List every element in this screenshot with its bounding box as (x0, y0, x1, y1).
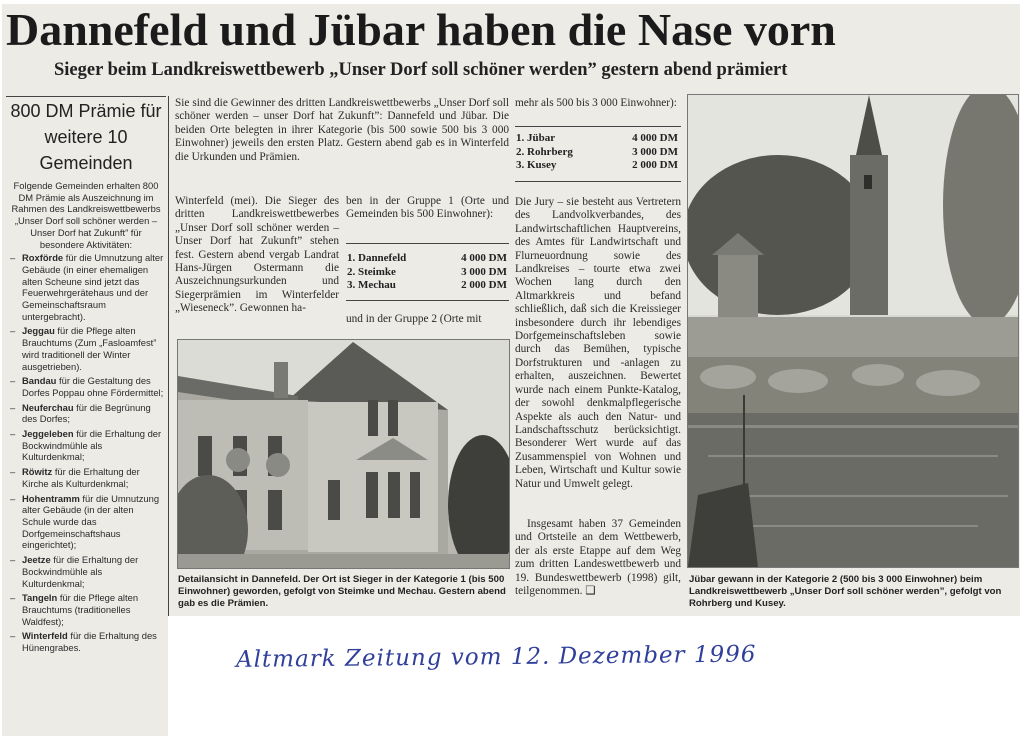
ranking-place (516, 132, 555, 146)
sidebar-item-name: Bandau (22, 375, 57, 387)
ranking-place (516, 146, 573, 160)
ranking-prize: 4 000 DM (632, 132, 678, 144)
caption-dannefeld: Detailansicht in Dannefeld. Der Ort ist Sieger in der Kategorie 1 (bis 500 Einwohner) geworden, gefolgt von Steimke und Mechau. Gestern abend gab es die Prämien. (178, 574, 506, 609)
ranking-place-name: Rohrberg (527, 145, 573, 158)
pond-illustration (688, 95, 1018, 567)
body-column-3-end (515, 518, 681, 598)
sidebar-item-name: Röwitz (22, 466, 53, 478)
sidebar-item-name: Jeetze (22, 554, 51, 566)
sidebar-item-name: Jeggeleben (22, 428, 74, 440)
sidebar-item-name: Hohentramm (22, 492, 80, 504)
sidebar-item-text: für die Umnutzung alter Gebäude (in einer ehemaligen alten Scheune sind jetzt das Feuerwehrgerätehaus und der Gemeinschaftsraum untergebracht). (22, 252, 164, 322)
sidebar-list-item (8, 592, 164, 627)
sidebar-list-item (8, 466, 164, 489)
ranking-prize: 2 000 DM (461, 279, 507, 291)
ranking-position: 3. (347, 279, 358, 291)
body-column-3-end-text: Insgesamt haben 37 Gemeinden und Ortsteile an dem Wettbewerb, der als erste Etappe auf dem Weg zum dritten Landeswettbewerb und 19. Bundeswettbewerb (1998) gilt, teilgenommen. (515, 518, 681, 598)
sidebar-item-name: Roxförde (22, 252, 64, 264)
body-column-3-main: Die Jury – sie besteht aus Vertretern des Landvolkverbandes, des Landwirtschaftlichen Hauptvereins, des Amtes für Landwirtschaft und Flurneuordnung sowie des Landkreises – tourte etwa zwei Wochen lang durch den Altmarkkreis und befand schließlich, daß sich die Kreissieger insbesondere durch ihr lebendiges Dorfgemeinschaftsleben sowie durch das Bemühen, typische Dorfstrukturen und -anlagen zu erhalten, auszeichnen. Bewertet wurde nach einem Punkte-Katalog, der sowohl denkmalpflegerische Aspekte als auch den Natur- und Landschaftsschutz berücksichtigt. Besonderer Wert wurde auf das Zusammenspiel von Wohnen und Leben, Wirtschaft und Kultur sowie Natur und Umwelt gelegt. (515, 196, 681, 490)
ranking-place-name: Kusey (527, 159, 557, 171)
villa-illustration (178, 340, 509, 568)
table-rule (346, 300, 509, 301)
photo-juebar-pond (687, 94, 1019, 568)
caption-juebar: Jübar gewann in der Kategorie 2 (500 bis 3 000 Einwohner) beim Landkreiswettbewerb „Unser Dorf soll schöner werden”, gefolgt von Rohrberg und Kusey. (689, 574, 1002, 609)
intro-paragraph: Sie sind die Gewinner des dritten Landkreiswettbewerbs „Unser Dorf soll schöner werden – unser Dorf hat Zukunft”: Dannefeld und Jübar. Die beiden Orte belegten in ihrer Kategorie (bis 500 sowie 500 bis 3 000 Einwohner) jeweils den ersten Platz. Gestern abend gab es in Winterfeld die Urkunden und Prämien. (175, 97, 509, 163)
ranking-group-1 (347, 252, 507, 293)
ranking-row (347, 266, 507, 280)
sidebar-list-item (8, 402, 164, 425)
table-rule (515, 181, 681, 182)
sidebar-list-item (8, 493, 164, 552)
sidebar-item-name: Jeggau (22, 325, 55, 337)
body-column-2-bottom: und in der Gruppe 2 (Orte mit (346, 313, 482, 325)
ranking-prize: 3 000 DM (632, 145, 678, 158)
handwritten-source-note: Altmark Zeitung vom 12. Dezember 1996 (235, 641, 757, 673)
sidebar-item-text: für die Erhaltung des Hünengrabes. (22, 630, 157, 654)
ranking-position: 3. (516, 159, 527, 171)
headline: Dannefeld und Jübar haben die Nase vorn (6, 4, 836, 55)
ranking-row (516, 132, 678, 146)
ranking-row (347, 252, 507, 266)
subheadline: Sieger beim Landkreiswettbewerb „Unser Dorf soll schöner werden” gestern abend prämiert (54, 60, 788, 80)
sidebar-item-text: für die Erhaltung der Bockwindmühle als Kulturdenkmal; (22, 428, 162, 463)
ranking-row (347, 279, 507, 293)
body-column-2-top: ben in der Gruppe 1 (Orte und Gemeinden bis 500 Einwohner): (346, 195, 509, 221)
sidebar-item-text: für die Gestaltung des Dorfes Poppau ohne Fördermittel; (22, 375, 164, 398)
table-rule (515, 126, 681, 127)
sidebar-item-text: für die Begrünung des Dorfes; (22, 401, 151, 425)
sidebar-title: 800 DM Prämie für weitere 10 Gemeinden (10, 101, 162, 173)
sidebar-item-name: Neuferchau (22, 401, 74, 413)
sidebar-box (8, 98, 164, 657)
ranking-place (347, 266, 396, 280)
table-rule (346, 243, 509, 244)
body-column-3-top: mehr als 500 bis 3 000 Einwohner): (515, 97, 677, 109)
sidebar-item-text: für die Umnutzung alter Gebäude (in der alten Schule wurde das Dorfgemeinschaftshaus eingerichtet); (22, 492, 160, 551)
ranking-prize: 2 000 DM (632, 159, 678, 171)
sidebar-list-item (8, 375, 164, 398)
sidebar-list-item (8, 554, 164, 589)
end-mark: ❑ (585, 585, 596, 598)
ranking-place (347, 252, 406, 266)
ranking-position: 2. (347, 265, 358, 278)
ranking-prize: 4 000 DM (461, 252, 507, 264)
ranking-group-2 (516, 132, 678, 173)
sidebar-item-text: für die Pflege alten Brauchtums (traditionelles Waldfest); (22, 592, 139, 627)
ranking-prize: 3 000 DM (461, 265, 507, 278)
ranking-place-name: Steimke (358, 265, 396, 278)
sidebar-item-text: für die Pflege alten Brauchtums (Zum „Fasloamfest” wird traditionell der Winter ausgetrieben). (22, 325, 157, 372)
sidebar-list-item (8, 252, 164, 322)
body-column-1: Winterfeld (mei). Die Sieger des dritten Landkreiswettbewerbes „Unser Dorf soll schöner werden – Unser Dorf hat Zukunft” stehen fest. Gestern abend vergab Landrat Hans-Jürgen Ostermann die Auszeichnungsurkunden und Siegerprämien im Winterfelder „Wieseneck”. Gewonnen ha- (175, 195, 339, 315)
sidebar-list-item (8, 428, 164, 463)
sidebar-item-name: Tangeln (22, 592, 58, 604)
sidebar-list-item (8, 630, 164, 653)
sidebar-item-text: für die Erhaltung der Kirche als Kulturdenkmal; (22, 466, 140, 489)
ranking-place (516, 159, 556, 173)
ranking-row (516, 146, 678, 160)
sidebar-list-item (8, 325, 164, 372)
ranking-place (347, 279, 396, 293)
ranking-row (516, 159, 678, 173)
ranking-place-name: Jübar (527, 132, 556, 144)
ranking-position: 1. (347, 252, 358, 264)
ranking-position: 1. (516, 132, 527, 144)
sidebar-intro: Folgende Gemeinden erhalten 800 DM Prämie als Auszeichnung im Rahmen des Landkreiswettbewerbs „Unser Dorf soll schöner werden – Unser Dorf hat Zukunft” für besondere Aktivitäten: (11, 180, 161, 250)
sidebar-item-name: Winterfeld (22, 630, 68, 642)
ranking-place-name: Dannefeld (358, 252, 407, 264)
ranking-position: 2. (516, 145, 527, 158)
column-rule (168, 96, 169, 616)
sidebar-item-text: für die Erhaltung der Bockwindmühle als Kulturdenkmal; (22, 554, 139, 589)
sidebar-list (8, 252, 164, 654)
ranking-place-name: Mechau (358, 279, 396, 291)
photo-dannefeld-villa (177, 339, 510, 569)
sidebar-top-rule (6, 96, 166, 97)
